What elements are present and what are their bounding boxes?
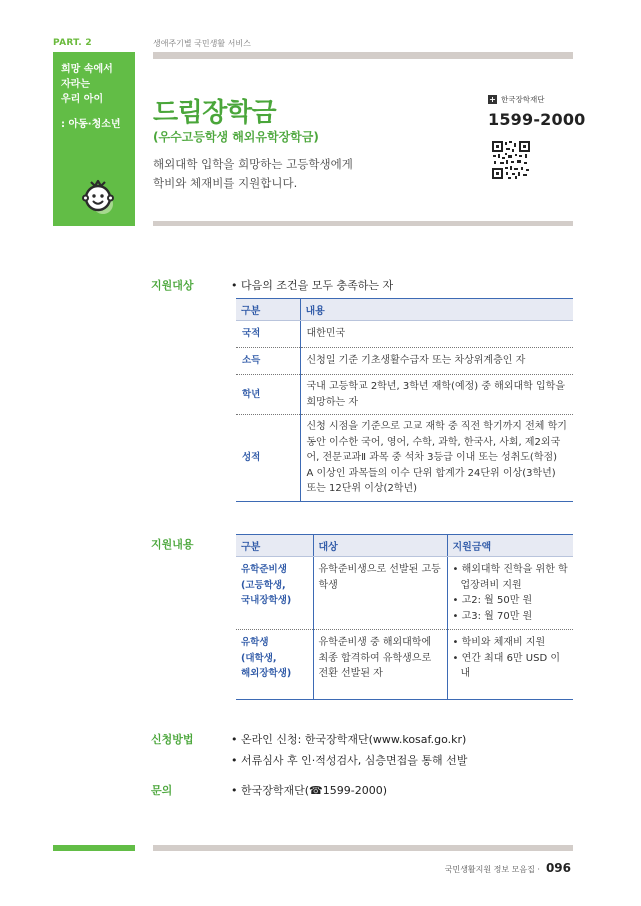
apply-item: • 서류심사 후 인·적성검사, 심층면접을 통해 선발 [231,754,468,767]
amount-item: • 해외대학 진학을 위한 학업장려비 지원 [452,564,568,591]
section-divider [153,221,573,226]
footer-green-bar [53,845,135,851]
table-header-cell: 대상 [313,535,447,557]
amount-item: • 학비와 체재비 지원 [452,637,546,648]
row-key [236,630,313,700]
row-value: 대한민국 [300,321,573,348]
table-header-cell: 지원금액 [447,535,573,557]
table-header-cell: 구분 [236,299,300,321]
row-key: 소득 [236,348,300,375]
chapter-sidebar-box [53,52,135,226]
chapter-title-line-2: 자라는 [61,79,90,90]
table-row [236,557,573,630]
amount-item: • 고2: 월 50만 원 [452,595,533,606]
row-amount [447,557,573,630]
contact-phone: 1599-2000 [488,110,586,129]
row-key-line: 유학준비생 [241,564,287,575]
row-value: 신청 시점을 기준으로 고교 재학 중 직전 학기까지 전체 학기 동안 이수한 국어, 영어, 수학, 과학, 한국사, 사회, 제2외국어, 전문교과Ⅱ 과목 중 석차 3등급 이내 또는 성취도(학점) A 이상인 과목들의 이수 단위 합계가 24단위 이상(3학년) 또는 12단위 이상(2학년) [300,415,573,502]
chapter-subtitle: : 아동·청소년 [61,119,121,130]
table-header-cell: 구분 [236,535,313,557]
table-header-row [236,535,573,557]
qr-code-icon[interactable] [491,140,531,180]
eligibility-table [236,298,573,502]
page-number: 096 [545,861,571,875]
part-label: PART. 2 [53,38,92,48]
amount-item: • 고3: 월 70만 원 [452,610,533,622]
page-title: 드림장학금 [153,98,277,128]
section-label-eligibility: 지원대상 [151,279,194,292]
apply-item: • 온라인 신청: 한국장학재단(www.kosaf.go.kr) [231,733,467,746]
baby-face-icon [79,174,117,216]
row-key-line: 국내장학생) [241,595,292,606]
description-line: 해외대학 입학을 희망하는 고등학생에게 [153,157,353,171]
header-caption: 생애주기별 국민생활 서비스 [153,39,251,48]
eligibility-intro: • 다음의 조건을 모두 충족하는 자 [231,279,394,292]
footer [445,861,571,875]
table-header-cell: 내용 [300,299,573,321]
section-label-support: 지원내용 [151,538,194,551]
footer-divider [153,845,573,851]
table-row [236,630,573,700]
amount-item: • 연간 최대 6만 USD 이내 [452,652,560,679]
table-row [236,321,573,348]
row-value: 신청일 기준 기초생활수급자 또는 차상위계층인 자 [300,348,573,375]
row-key-line: 유학생 [241,637,269,648]
page-description [153,155,453,193]
plus-icon: + [489,95,496,104]
chapter-title-line-1: 희망 속에서 [61,64,113,75]
description-line: 학비와 체재비를 지원합니다. [153,176,298,190]
row-key: 학년 [236,375,300,415]
section-label-inquiry: 문의 [151,784,173,797]
table-row [236,415,573,502]
table-row [236,348,573,375]
inquiry-item: • 한국장학재단(☎1599-2000) [231,784,387,797]
contact-org [488,94,544,105]
section-label-apply: 신청방법 [151,733,194,746]
row-key-line: 해외장학생) [241,668,292,679]
row-key: 성적 [236,415,300,502]
row-key-line: (대학생, [241,652,277,664]
table-header-row [236,299,573,321]
page-subtitle: (우수고등학생 해외유학장학금) [153,130,319,144]
row-key [236,557,313,630]
row-value: 국내 고등학교 2학년, 3학년 재학(예정) 중 해외대학 입학을 희망하는 자 [300,375,573,415]
footer-caption: 국민생활지원 정보 모음집 · [444,865,540,874]
row-target: 유학준비생으로 선발된 고등학생 [313,557,447,630]
row-key-line: (고등학생, [241,579,286,591]
top-divider [153,52,573,59]
row-target: 유학준비생 중 해외대학에 최종 합격하여 유학생으로 전환 선발된 자 [313,630,447,700]
chapter-title-line-3: 우리 아이 [61,94,104,105]
table-row [236,375,573,415]
contact-org-name: 한국장학재단 [501,95,545,104]
support-table [236,534,573,700]
row-key: 국적 [236,321,300,348]
row-amount [447,630,573,700]
